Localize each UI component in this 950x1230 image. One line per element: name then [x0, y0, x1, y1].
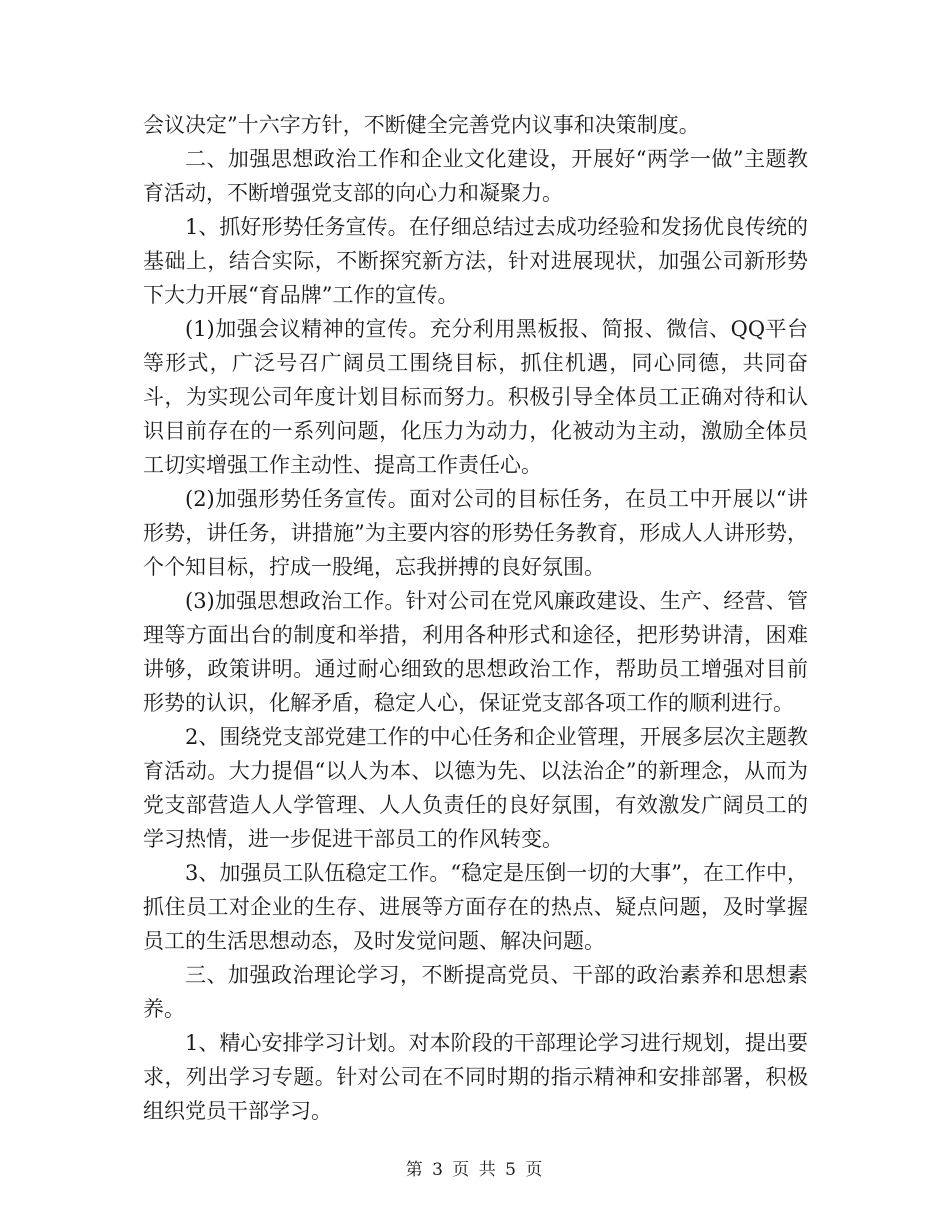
paragraph: (3)加强思想政治工作。针对公司在党风廉政建设、生产、经营、管理等方面出台的制度和举措，利用各种形式和途径，把形势讲清，困难讲够，政策讲明。通过耐心细致的思想政治工作，帮助员工增强对目前形势的认识，化解矛盾，稳定人心，保证党支部各项工作的顺利进行。 — [143, 589, 808, 715]
paragraph: 二、加强思想政治工作和企业文化建设，开展好“两学一做”主题教育活动，不断增强党支部的向心力和凝聚力。 — [143, 147, 808, 205]
paragraph: (1)加强会议精神的宣传。充分利用黑板报、简报、微信、QQ平台等形式，广泛号召广阔员工围绕目标，抓住机遇，同心同德，共同奋斗，为实现公司年度计划目标而努力。积极引导全体员工正确对待和认识目前存在的一系列问题，化压力为动力，化被动为主动，激励全体员工切实增强工作主动性、提高工作责任心。 — [143, 317, 808, 477]
paragraph: 2、围绕党支部党建工作的中心任务和企业管理，开展多层次主题教育活动。大力提倡“以人为本、以德为先、以法治企”的新理念，从而为党支部营造人人学管理、人人负责任的良好氛围，有效激发广阔员工的学习热情，进一步促进干部员工的作风转变。 — [143, 725, 808, 851]
paragraph: (2)加强形势任务宣传。面对公司的目标任务，在员工中开展以“讲形势，讲任务，讲措施”为主要内容的形势任务教育，形成人人讲形势，个个知目标，拧成一股绳，忘我拼搏的良好氛围。 — [143, 487, 808, 579]
paragraph: 三、加强政治理论学习，不断提高党员、干部的政治素养和思想素养。 — [143, 963, 808, 1021]
paragraph: 1、抓好形势任务宣传。在仔细总结过去成功经验和发扬优良传统的基础上，结合实际，不断探究新方法，针对进展现状，加强公司新形势下大力开展“育品牌”工作的宣传。 — [143, 215, 808, 307]
paragraph: 3、加强员工队伍稳定工作。“稳定是压倒一切的大事”，在工作中，抓住员工对企业的生存、进展等方面存在的热点、疑点问题，及时掌握员工的生活思想动态，及时发觉问题、解决问题。 — [143, 861, 808, 953]
paragraph: 1、精心安排学习计划。对本阶段的干部理论学习进行规划，提出要求，列出学习专题。针对公司在不同时期的指示精神和安排部署，积极组织党员干部学习。 — [143, 1031, 808, 1123]
page-number-label: 第 3 页 共 5 页 — [405, 1160, 545, 1180]
document-body — [143, 108, 808, 1128]
page-footer — [0, 1155, 950, 1180]
paragraph: 会议决定”十六字方针，不断健全完善党内议事和决策制度。 — [143, 113, 700, 137]
